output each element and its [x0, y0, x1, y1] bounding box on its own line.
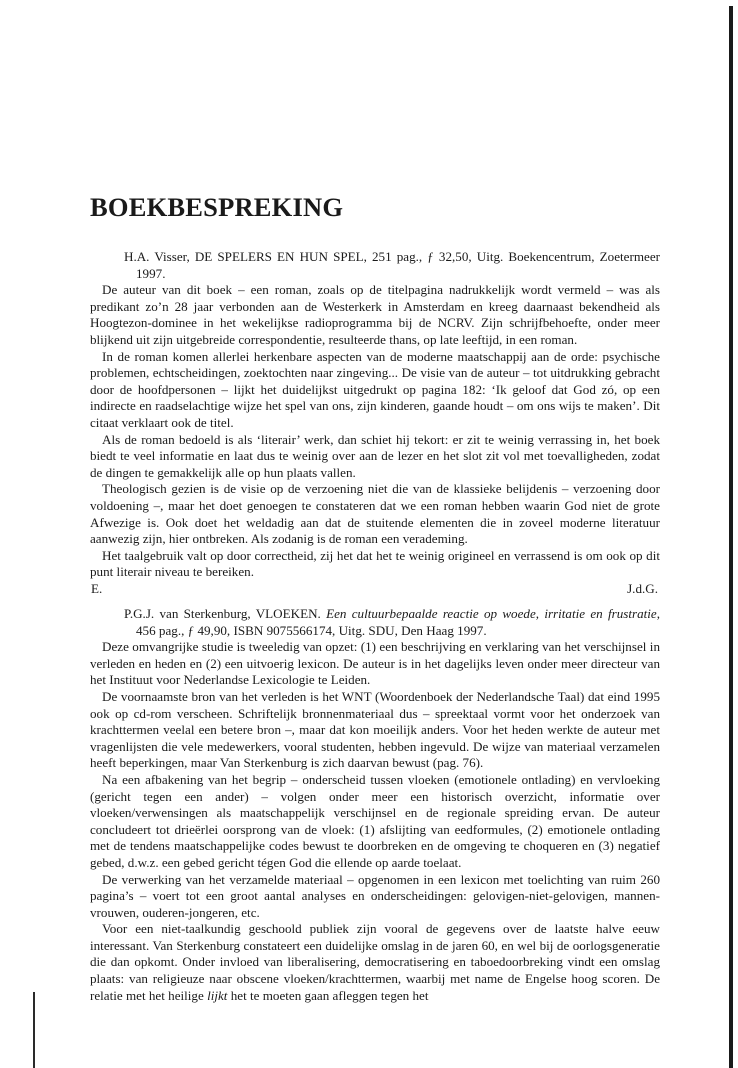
- review-paragraph: In de roman komen allerlei herkenbare aspecten van de moderne maatschappij aan de orde: psychische problemen, echtscheidingen, zoektochten naar zingeving... De visie van de auteur – tot uitdrukking gebracht door de hoofdpersonen – lijkt het duidelijkst uitgedrukt op pagina 182: ‘Ik geloof dat God zó, op een indirecte en raadselachtige wijze het spel van ons, zijn kinderen, gaande houdt – om ons wijs te maken’. Dit citaat verklaart ook de titel.: [90, 348, 660, 430]
- review-paragraph: Na een afbakening van het begrip – onderscheid tussen vloeken (emotionele ontlading) en vervloeking (gericht tegen een ander) – volgen onder meer een historisch overzicht, informatie over vloeken/verwensingen als maatschappelijk verschijnsel en de regionale spreiding ervan. De auteur concludeert tot drieërlei oorsprong van de vloek: (1) afslijting van eedformules, (2) emotionele ontlading met de tendens maatschappelijke codes bewust te doorbreken en de omgeving te choqueren en (3) negatief gebed, d.w.z. een gebed gericht tégen God die ellende op aarde toelaat.: [90, 771, 660, 870]
- citation-details: , 456 pag., ƒ 49,90, ISBN 9075566174, Uitg. SDU, Den Haag 1997.: [136, 606, 660, 638]
- review-paragraph: De auteur van dit boek – een roman, zoals op de titelpagina nadrukkelijk wordt vermeld – was als predikant zo’n 28 jaar verbonden aan de Westerkerk in Amsterdam en kreeg daarnaast bekendheid als Hoogtezon-dominee in het wekelijkse radioprogramma bij de NCRV. Zijn schrijfbehoefte, onder meer blijkend uit zijn uitgebreide correspondentie, resulteerde thans, op late leeftijd, in een roman.: [90, 282, 660, 347]
- citation-subtitle: Een cultuurbepaalde reactie op woede, irritatie en frustratie: [326, 606, 657, 621]
- citation-author: P.G.J. van Sterkenburg, VLOEKEN.: [124, 606, 327, 621]
- review-paragraph: Theologisch gezien is de visie op de verzoening niet die van de klassieke belijdenis – verzoening door voldoening –, maar het doet genoegen te constateren dat we een roman hebben waarin God niet de grote Afwezige is. Ook doet het weldadig aan dat de stuitende elementen die in zoveel moderne literatuur aanwezig zijn, hier ontbreken. Als zodanig is de roman een verademing.: [90, 481, 660, 547]
- signature-left: E.: [91, 580, 103, 596]
- paragraph-text: het te moeten gaan afleggen tegen het: [227, 987, 429, 1003]
- book-citation: [90, 606, 660, 639]
- review-sterkenburg: [90, 606, 660, 1004]
- review-paragraph: Het taalgebruik valt op door correctheid, zij het dat het te weinig origineel en verrassend is om ook op dit punt literair niveau te bereiken.: [90, 547, 660, 580]
- review-paragraph: Als de roman bedoeld is als ‘literair’ werk, dan schiet hij tekort: er zit te weinig verrassing in, het boek biedt te veel informatie en laat dus te weinig over aan de lezer en het slot zit vol met toevalligheden, zodat de dingen te gemakkelijk alle op hun plaats vallen.: [90, 431, 660, 480]
- review-paragraph: Deze omvangrijke studie is tweeledig van opzet: (1) een beschrijving en verklaring van het verschijnsel in verleden en heden en (2) een uitvoerig lexicon. De auteur is in het dagelijks leven onder meer directeur van het Instituut voor Nederlandse Lexicologie te Leiden.: [90, 639, 660, 688]
- signature-row: [90, 581, 660, 598]
- book-citation: H.A. Visser, DE SPELERS EN HUN SPEL, 251 pag., ƒ 32,50, Uitg. Boekencentrum, Zoetermeer 1997.: [124, 249, 660, 281]
- review-paragraph: [90, 921, 660, 1004]
- scan-edge-left: [33, 992, 35, 1068]
- page-title: BOEKBESPREKING: [90, 192, 344, 222]
- emphasis-word: lijkt: [207, 987, 228, 1003]
- signature-right: J.d.G.: [627, 580, 658, 596]
- review-paragraph: De voornaamste bron van het verleden is het WNT (Woordenboek der Nederlandsche Taal) dat eind 1995 ook op cd-rom verscheen. Schriftelijk bronnenmateriaal dus – spreektaal vormt voor het onderzoek van krachttermen veelal een betere bron –, maar dat kon moeilijk anders. Voor het heden werkte de auteur met vragenlijsten die vele medewerkers, vooral studenten, hebben ingevuld. De wijze van materiaal verzamelen heeft beperkingen, maar Van Sterkenburg is zich daarvan bewust (pag. 76).: [90, 688, 660, 771]
- review-paragraph: De verwerking van het verzamelde materiaal – opgenomen in een lexicon met toelichting van ruim 260 pagina’s – voert tot een groot aantal analyses en onderscheidingen: gelovigen-niet-gelovigen, mannen-vrouwen, ouderen-jongeren, etc.: [90, 871, 660, 920]
- scan-edge-right: [729, 6, 733, 1068]
- review-visser: [90, 249, 660, 597]
- paragraph-text: Voor een niet-taalkundig geschoold publiek zijn vooral de gegevens over de laatste halve eeuw interessant. Van Sterkenburg constateert een duidelijke omslag in de jaren 60, en wel bij de oorlogsgeneratie die dan opkomt. Onder invloed van liberalisering, democratisering en taboedoorbreking vindt een omslag plaats: van religieuze naar obscene vloeken/krachttermen, waarbij met name de Engelse hoog scoren. De relatie met het heilige: [90, 921, 660, 1003]
